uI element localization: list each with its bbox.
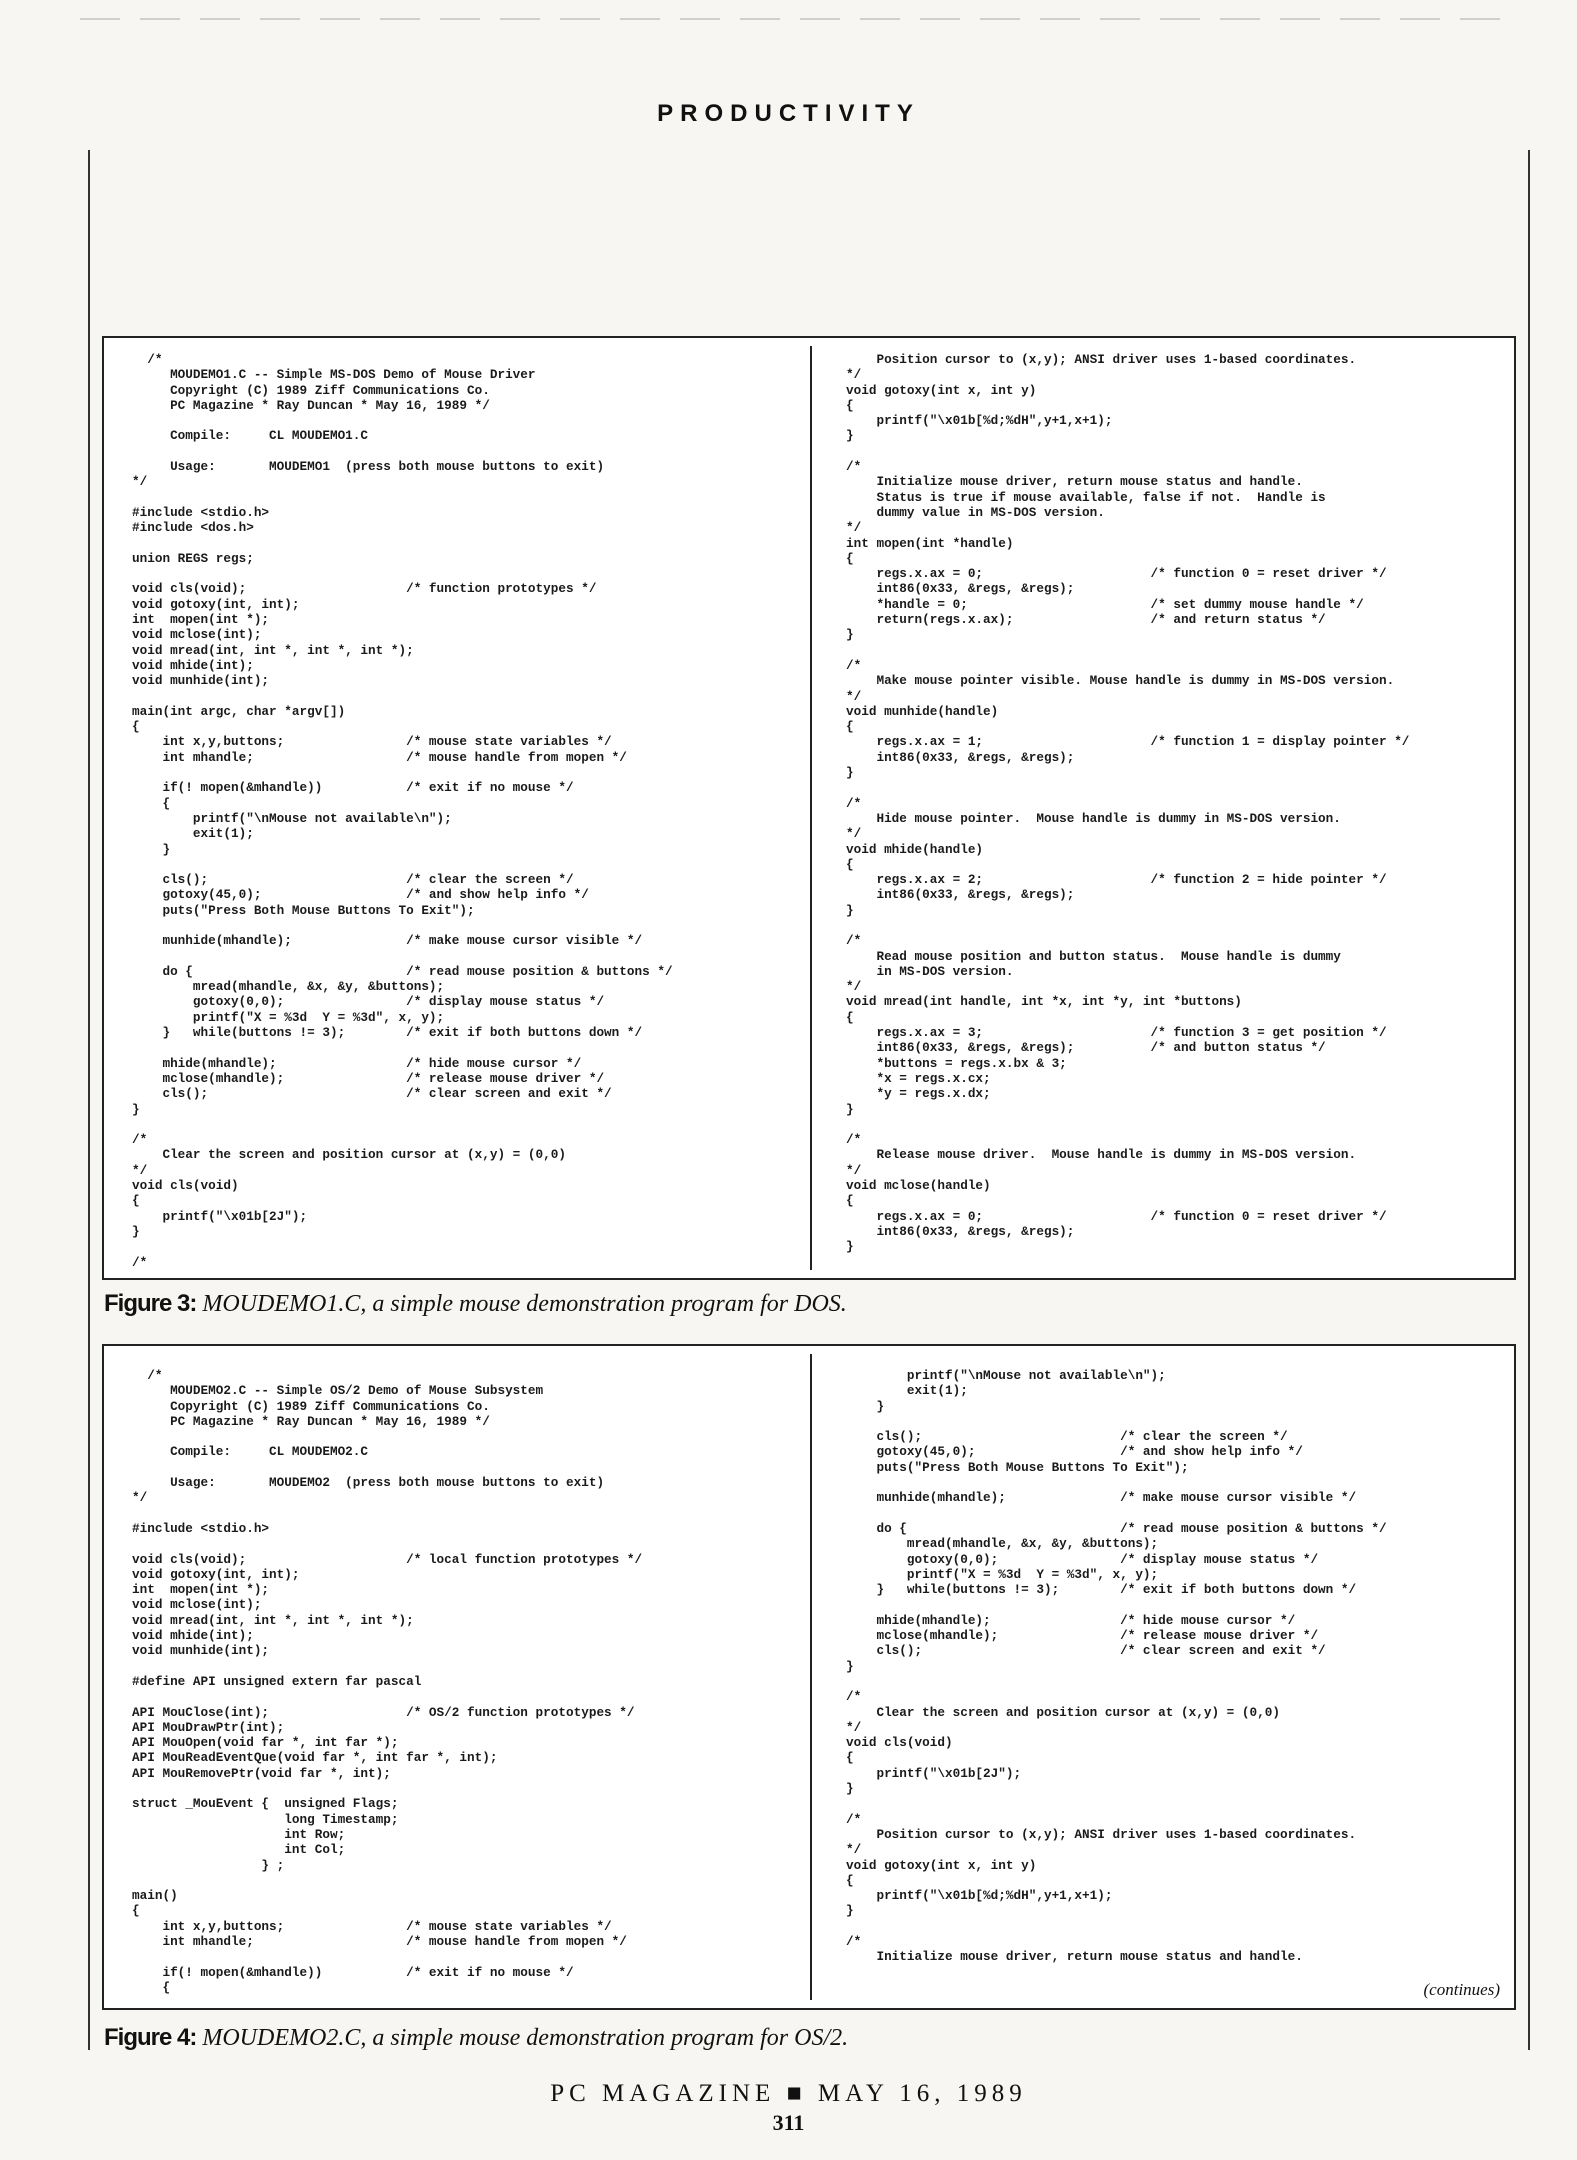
page-frame-right [1528,150,1530,2050]
page-number: 311 [772,2110,805,2135]
figure-3-listing [102,336,1516,1280]
figure-4-code-right: printf("\nMouse not available\n"); exit(1); } cls(); /* clear the screen */ gotoxy(45,0); /* and show help info */ puts("Press Both Mouse Buttons To Exit"); munhide(mhandle); /* make mouse cursor visible */ do { /* read mouse position & buttons */ mread(mhandle, &x, &y, &buttons); gotoxy(0,0); /* display mouse status */ printf("X = %3d Y = %3d", x, y); } while(buttons != 3); /* exit if both buttons down */ mhide(mhandle); /* hide mouse cursor */ mclose(mhandle); /* release mouse driver */ cls(); /* clear screen and exit */ } /* Clear the screen and position cursor at (x,y) = (0,0) */ void cls(void) { printf("\x01b[2J"); } /* Position cursor to (x,y); ANSI driver uses 1-based coordinates. */ void gotoxy(int x, int y) { printf("\x01b[%d;%dH",y+1,x+1); } /* Initialize mouse driver, return mouse status and handle. [846,1368,1387,1965]
figure-3-label: Figure 3: [104,1290,197,1317]
figure-3-caption [104,1290,847,1318]
figure-3-code-right: Position cursor to (x,y); ANSI driver uses 1-based coordinates. */ void gotoxy(int x, int y) { printf("\x01b[%d;%dH",y+1,x+1); } /* Initialize mouse driver, return mouse status and handle. Status is true if mouse available, false if not. Handle is dummy value in MS-DOS version. */ int mopen(int *handle) { regs.x.ax = 0; /* function 0 = reset driver */ int86(0x33, &regs, &regs); *handle = 0; /* set dummy mouse handle */ return(regs.x.ax); /* and return status */ } /* Make mouse pointer visible. Mouse handle is dummy in MS-DOS version. */ void munhide(handle) { regs.x.ax = 1; /* function 1 = display pointer */ int86(0x33, &regs, &regs); } /* Hide mouse pointer. Mouse handle is dummy in MS-DOS version. */ void mhide(handle) { regs.x.ax = 2; /* function 2 = hide pointer */ int86(0x33, &regs, &regs); } /* Read mouse position and button status. Mouse handle is dummy in MS-DOS version. */ void mread(int handle, int *x, int *y, int *buttons) { regs.x.ax = 3; /* function 3 = get position */ int86(0x33, &regs, &regs); /* and button status */ *buttons = regs.x.bx & 3; *x = regs.x.cx; *y = regs.x.dx; } /* Release mouse driver. Mouse handle is dummy in MS-DOS version. */ void mclose(handle) { regs.x.ax = 0; /* function 0 = reset driver */ int86(0x33, &regs, &regs); } [846,352,1410,1255]
figure-3-code-left: /* MOUDEMO1.C -- Simple MS-DOS Demo of Mouse Driver Copyright (C) 1989 Ziff Communications Co. PC Magazine * Ray Duncan * May 16, 1989 */ Compile: CL MOUDEMO1.C Usage: MOUDEMO1 (press both mouse buttons to exit) */ #include <stdio.h> #include <dos.h> union REGS regs; void cls(void); /* function prototypes */ void gotoxy(int, int); int mopen(int *); void mclose(int); void mread(int, int *, int *, int *); void mhide(int); void munhide(int); main(int argc, char *argv[]) { int x,y,buttons; /* mouse state variables */ int mhandle; /* mouse handle from mopen */ if(! mopen(&mhandle)) /* exit if no mouse */ { printf("\nMouse not available\n"); exit(1); } cls(); /* clear the screen */ gotoxy(45,0); /* and show help info */ puts("Press Both Mouse Buttons To Exit"); munhide(mhandle); /* make mouse cursor visible */ do { /* read mouse position & buttons */ mread(mhandle, &x, &y, &buttons); gotoxy(0,0); /* display mouse status */ printf("X = %3d Y = %3d", x, y); } while(buttons != 3); /* exit if both buttons down */ mhide(mhandle); /* hide mouse cursor */ mclose(mhandle); /* release mouse driver */ cls(); /* clear screen and exit */ } /* Clear the screen and position cursor at (x,y) = (0,0) */ void cls(void) { printf("\x01b[2J"); } /* [132,352,673,1270]
figure-3-column-divider [810,346,812,1270]
figure-4-caption-text: MOUDEMO2.C, a simple mouse demonstration program for OS/2. [202,2025,849,2051]
figure-4-listing [102,1344,1516,2010]
figure-4-label: Figure 4: [104,2024,197,2051]
figure-4-code-left: /* MOUDEMO2.C -- Simple OS/2 Demo of Mouse Subsystem Copyright (C) 1989 Ziff Communications Co. PC Magazine * Ray Duncan * May 16, 1989 */ Compile: CL MOUDEMO2.C Usage: MOUDEMO2 (press both mouse buttons to exit) */ #include <stdio.h> void cls(void); /* local function prototypes */ void gotoxy(int, int); int mopen(int *); void mclose(int); void mread(int, int *, int *, int *); void mhide(int); void munhide(int); #define API unsigned extern far pascal API MouClose(int); /* OS/2 function prototypes */ API MouDrawPtr(int); API MouOpen(void far *, int far *); API MouReadEventQue(void far *, int far *, int); API MouRemovePtr(void far *, int); struct _MouEvent { unsigned Flags; long Timestamp; int Row; int Col; } ; main() { int x,y,buttons; /* mouse state variables */ int mhandle; /* mouse handle from mopen */ if(! mopen(&mhandle)) /* exit if no mouse */ { [132,1368,643,1995]
figure-3-caption-text: MOUDEMO1.C, a simple mouse demonstration program for DOS. [202,1291,847,1317]
continues-note: (continues) [1423,1980,1500,1999]
scan-top-line [80,18,1517,20]
figure-4-caption [104,2024,848,2052]
publication-footer: PC MAGAZINE ■ MAY 16, 1989 [550,2080,1027,2107]
section-header: PRODUCTIVITY [657,100,920,127]
figure-4-column-divider [810,1354,812,2000]
page-frame-left [88,150,90,2050]
